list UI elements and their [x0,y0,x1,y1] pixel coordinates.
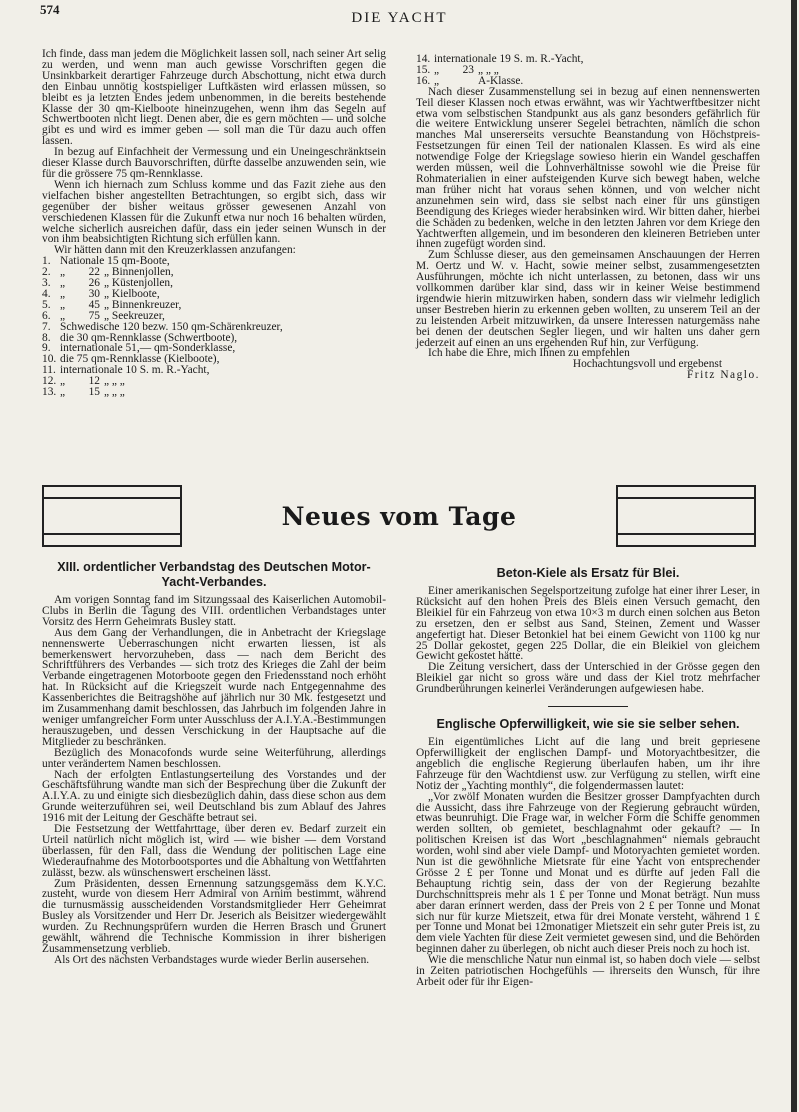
letter-paragraph: Wenn ich hiernach zum Schluss komme und das Fazit ziehe aus den vielfachen bisher angestellten Betrachtungen, so ergibt sich, dass wir gegenüber der bisher weitaus grösser gewesenen Anzahl von verschiedenen Klassen für die Zukunft etwa nur noch 16 behalten würden, welche sicherlich ausreichen dafür, dass ein jeder seinen Wunsch in der von ihm beabsichtigten Richtung sich erfüllen kann. [42,178,386,246]
class-list-number: 12. [42,375,57,388]
class-list-text: internationale 51,— qm-Sonderklasse, [60,342,236,355]
class-list-ditto: „ [60,266,66,279]
page-edge-shadow [791,0,797,1112]
class-list-continued [416,54,760,87]
article-title: Englische Opferwilligkeit, wie sie sie selber sehen. [436,717,740,732]
class-list-size: 30 [88,287,100,300]
article-paragraph: Als Ort des nächsten Verbandstages wurde wieder Berlin ausersehen. [54,953,370,966]
letter-paragraph: Ich habe die Ehre, mich Ihnen zu empfehlen [428,347,630,360]
class-list-item [416,65,760,76]
class-list-ditto: „ [60,287,66,300]
class-list-ditto: „ [60,386,66,399]
class-list-number: 7. [42,320,51,333]
article-paragraph: Aus dem Gang der Verhandlungen, die in Anbetracht der Kriegslage nennenswerte Ueberraschungen nicht erwarten liessen, ist als bemerkenswert hervorzuheben, dass — nach dem Bericht des Schriftführers des Verbandes — sich trotz des Krieges die Zahl der beim Verbande eingetragenen Motorboote gegen den Friedensstand noch erhöht hat. In Rücksicht auf die Kriegszeit wurde nach Entgegennahme des Kassenberichtes die Beitragshöhe auf jährlich nur 30 Mk. festgesetzt und im Zusammenhang damit beschlossen, das Jahrbuch im folgenden Jahre in weniger umfangreicher Form unter Ausschluss der A.I.Y.A.-Bestimmungen herauszugeben, und dessen Verschickung in der Hauptsache auf die Mitglieder zu beschränken. [42,626,386,748]
article-paragraph: Ein eigentümliches Licht auf die lang und breit gepriesene Opferwilligkeit der englischen Dampf- und Motoryachtbesitzer, die angeblich die englische Regierung überlaufen haben, um ihr ihre Fahrzeuge für den Wachtdienst usw. zur Verfügung zu stellen, wirft eine Notiz der „Yachting monthly“, die folgendermassen lautet: [416,736,760,792]
section-banner [42,485,756,547]
class-list-number: 4. [42,287,51,300]
class-list-size: 22 [88,266,100,279]
letter-signature: Fritz Naglo. [686,369,760,382]
class-list-size: 23 [462,63,474,76]
letter-paragraph: Wir hätten dann mit den Kreuzerklassen anzufangen: [54,244,296,257]
class-list [42,256,386,398]
class-list-text: internationale 19 S. m. R.-Yacht, [434,53,584,65]
class-list-ditto: „ [60,375,66,388]
class-list-item [42,387,386,398]
article-paragraph: Einer amerikanischen Segelsportzeitung zufolge hat einer ihrer Leser, in Rücksicht auf den hohen Preis des Bleis einen Versuch gemacht, den Bleikiel für ein Fahrzeug von etwa 10×3 m durch einen solchen aus Beton zu ersetzen, den er selbst aus Sand, Steinen, Zement und Wasser angefertigt hat. Dieser Betonkiel hat bei einem Gewicht von 1100 kg nur 25 Dollar gekostet, gegen 225 Dollar, die ein Bleikiel von gleichem Gewicht gekostet hätte. [416,585,760,663]
class-list-number: 9. [42,342,51,355]
class-list-size: 15 [88,386,100,399]
class-list-text: die 30 qm-Rennklasse (Schwertboote), [60,331,238,344]
class-list-text: internationale 10 S. m. R.-Yacht, [60,364,210,377]
letter-left-column [42,49,386,398]
article-verbandstag [42,560,386,966]
article-paragraph: Bezüglich des Monacofonds wurde seine Weiterführung, allerdings unter verändertem Namen beschlossen. [42,746,386,770]
article-paragraph: Am vorigen Sonntag fand im Sitzungssaal des Kaiserlichen Automobil-Clubs in Berlin die Tagung des VIII. ordentlichen Verbandstages unter Vorsitz des Herrn Geheimrats Busley statt. [42,594,386,628]
class-list-number: 15. [416,63,431,76]
section-heading: Neues vom Tage [281,501,517,531]
class-list-ditto: „ [60,309,66,322]
class-list-text: „ „ „ [478,63,499,76]
article-paragraph: Die Zeitung versichert, dass der Unterschied in der Grösse gegen den Bleikiel gar nicht so gross wäre und dass der Kiel trotz mehrfacher Grundberührungen keinerlei Veränderungen aufgewiesen habe. [416,661,760,696]
class-list-number: 5. [42,298,51,311]
class-list-text: die 75 qm-Rennklasse (Kielboote), [60,353,220,366]
class-list-size: 26 [88,277,100,290]
class-list-text: „ „ „ [104,386,125,399]
article-paragraph: Wie die menschliche Natur nun einmal ist, so haben doch viele — selbst in Zeiten patriotischen Hochgefühls — ihrerseits den Wunsch, für ihre Arbeit oder für ihr Eigen- [416,954,760,988]
letter-closing: Hochachtungsvoll und ergebenst [572,358,722,371]
class-list-number: 8. [42,331,51,344]
class-list-size: 45 [88,298,100,311]
class-list-number: 3. [42,277,51,290]
letter-paragraph: In bezug auf Einfachheit der Vermessung und ein Uneingeschränktsein dieser Klasse durch Bauvorschriften, dürfte dasselbe anzuwenden sein, wie für die grössere 75 qm-Rennklasse. [42,146,386,180]
class-list-number: 11. [42,364,56,377]
letter-paragraph: Zum Schlusse dieser, aus den gemeinsamen Anschauungen der Herren M. Oertz und W. v. Hacht, sowie meiner selbst, zusammengesetzten Ausführungen, möchte ich nicht unterlassen, zu betonen, dass wir uns vollkommen darüber klar sind, dass wir in keiner Weise bestimmend irgendwie hierin mitzuwirken haben, sondern dass wir vielmehr lediglich unser Bestreben hierin zu erkennen geben wollten, zu unserem Teil an der zu leistenden Arbeit mitzuwirken, da unsere Interessen naturgemäss nahe bei denen der deutschen Segler liegen, und wir halten uns daher gern jederzeit auf einen an uns ergehenden Ruf hin, zur Verfügung. [416,249,760,349]
page-number: 574 [40,2,60,17]
class-list-size: 12 [88,375,100,388]
article-paragraph: „Vor zwölf Monaten wurden die Besitzer grosser Dampfyachten durch die Aussicht, dass ihre Fahrzeuge von der Regierung gebraucht würden, etwas beunruhigt. Die Frage war, in welcher Form die Schiffe genommen werden sollten, ob gemietet, beschlagnahmt oder gekauft? — In politischen Kreisen ist das Wort „beschlagnahmen“ niemals gebraucht worden, wohl sind aber viele Dampf- und Motoryachten gemietet worden. Nun ist die gewöhnliche Mietsrate für eine Yacht von entsprechender Grösse 2 £ per Tonne und Monat und es dürfte auf jeden Fall die Behauptung richtig sein, dass der von der Regierung bezahlte Durchschnittspreis mehr als 1 £ per Tonne und Monat beträgt. Nun muss aber daran erinnert werden, dass der Preis von 2 £ per Tonne und Monat sich nur für kurze Mietszeit, etwa für drei Monate versteht, während 1 £ per Tonne und Monat bei 12monatiger Mietszeit ein sehr guter Preis ist, zu dem viele Yachten für diese Zeit vermietet gewesen sind, und die Behörden beginnen daher zu überlegen, ob nicht auch dieser Preis noch zu hoch ist. [416,790,760,956]
class-list-text: „ Binnenjollen, [104,266,174,279]
banner-title-box [180,485,618,547]
class-list-ditto: „ [60,277,66,290]
class-list-number: 6. [42,309,51,322]
class-list-ditto: „ [60,298,66,311]
letter-paragraph: Nach dieser Zusammenstellung sei in bezug auf einen nennenswerten Teil dieser Klassen noch etwas erwähnt, was wir Yachtwerftbesitzer nicht etwa vom selbstischen Standpunkt aus als ganz besonders gefährlich für die weitere Entwicklung unserer Segelei betrachten, nämlich die schon manches Mal unsererseits versuchte Beanstandung von Höchstpreis-Festsetzungen für einen Teil der nationalen Klassen. Es wird als eine notwendige Folge der Kriegslage sowieso hierin ein Wandel geschaffen werden müssen, weil die Lohnverhältnisse sowohl wie die Preise für Rohmaterialien in einer aufsteigenden Kurve sich bewegt haben, welche man früher nicht hat voraus sehen können, und von welcher nicht anzunehmen sein wird, dass sie selbst nach einer für uns günstigen Beendigung des Krieges wieder herabsinken wird. Wir bitten daher, hierbei die Schäden zu bedenken, welche in den letzten Jahren vor dem Kriege den Yachtwerften allgemein, und im besonderen den kleineren Betrieben unter ihnen zugefügt worden sind. [416,85,760,251]
article-paragraph: Zum Präsidenten, dessen Ernennung satzungsgemäss dem K.Y.C. zusteht, wurde von diesem Herr Admiral von Arnim bestimmt, während die turnusmässig ausscheidenden Vorstandsmitglieder Herr Geheimrat Busley als Vorsitzender und Herr Dr. Jeserich als Beisitzer wiedergewählt wurden. Zu Rechnungsprüfern wurden die Herren Brasch und Grunert gewählt, während die Technische Kommission in ihrer bisherigen Zusammensetzung verblieb. [42,877,386,955]
class-list-number: 2. [42,266,51,279]
class-list-text: „ „ „ [104,375,125,388]
class-list-number: 1. [42,255,51,268]
articles-right-column [416,566,760,988]
article-paragraph: Die Festsetzung der Wettfahrttage, über deren ev. Bedarf zurzeit ein Urteil natürlich nicht möglich ist, wird — wie bisher — dem Vorstand überlassen, für den Fall, dass die Wendung der politischen Lage eine Wiederaufnahme des Motorbootsportes und die Abhaltung von Wettfahrten zulässt, bezw. als wünschenswert erscheinen lässt. [42,823,386,879]
article-separator [548,706,628,707]
class-list-text: „ Kielboote, [104,287,160,300]
class-list-ditto: „ [434,74,440,87]
class-list-text: Schwedische 120 bezw. 150 qm-Schärenkreuzer, [60,320,283,333]
class-list-ditto: „ [434,63,440,76]
article-title: XIII. ordentlicher Verbandstag des Deutschen Motor-Yacht-Verbandes. [57,560,371,589]
class-list-text: „ Binnenkreuzer, [104,298,182,311]
article-title: Beton-Kiele als Ersatz für Blei. [496,566,680,580]
class-list-number: 13. [42,386,57,399]
article-paragraph: Nach der erfolgten Entlastungserteilung des Vorstandes und der Geschäftsführung wandte man sich der Besprechung über die Zukunft der A.I.Y.A. zu und einigte sich diesbezüglich dahin, dass diese schon aus dem Grunde weiterzuführen sei, weil Deutschland bis zum Ablauf des Jahres 1916 mit der Leitung der Geschäfte betraut sei. [42,768,386,825]
class-list-size: 75 [88,309,100,322]
class-list-text: „ Küstenjollen, [104,277,173,290]
class-list-text: Nationale 15 qm-Boote, [60,255,170,268]
journal-title: DIE YACHT [351,10,448,26]
class-list-text: A-Klasse. [478,74,524,87]
class-list-number: 14. [416,53,431,65]
class-list-number: 10. [42,353,57,366]
class-list-text: „ Seekreuzer, [104,309,165,322]
letter-right-column [416,54,760,381]
letter-paragraph: Ich finde, dass man jedem die Möglichkeit lassen soll, nach seiner Art selig zu werden, und wenn man auch gewisse Vorschriften gegen die Unsinkbarkeit derartiger Fahrzeuge durch Abschottung, nicht etwa durch den Einbau unnötig kostspieliger Luftkästen wird erlassen müssen, so bleibt es ja letzten Endes jedem unbenommen, in die bereits bestehende Klasse der 30 qm-Kielboote hineinzugehen, wenn ihm das Segeln auf Schwertbooten nicht liegt. Denen aber, die es gern möchten — und solche gibt es und wird es immer geben — soll man die Tür dazu auch offen lassen. [42,48,386,148]
class-list-number: 16. [416,74,431,87]
